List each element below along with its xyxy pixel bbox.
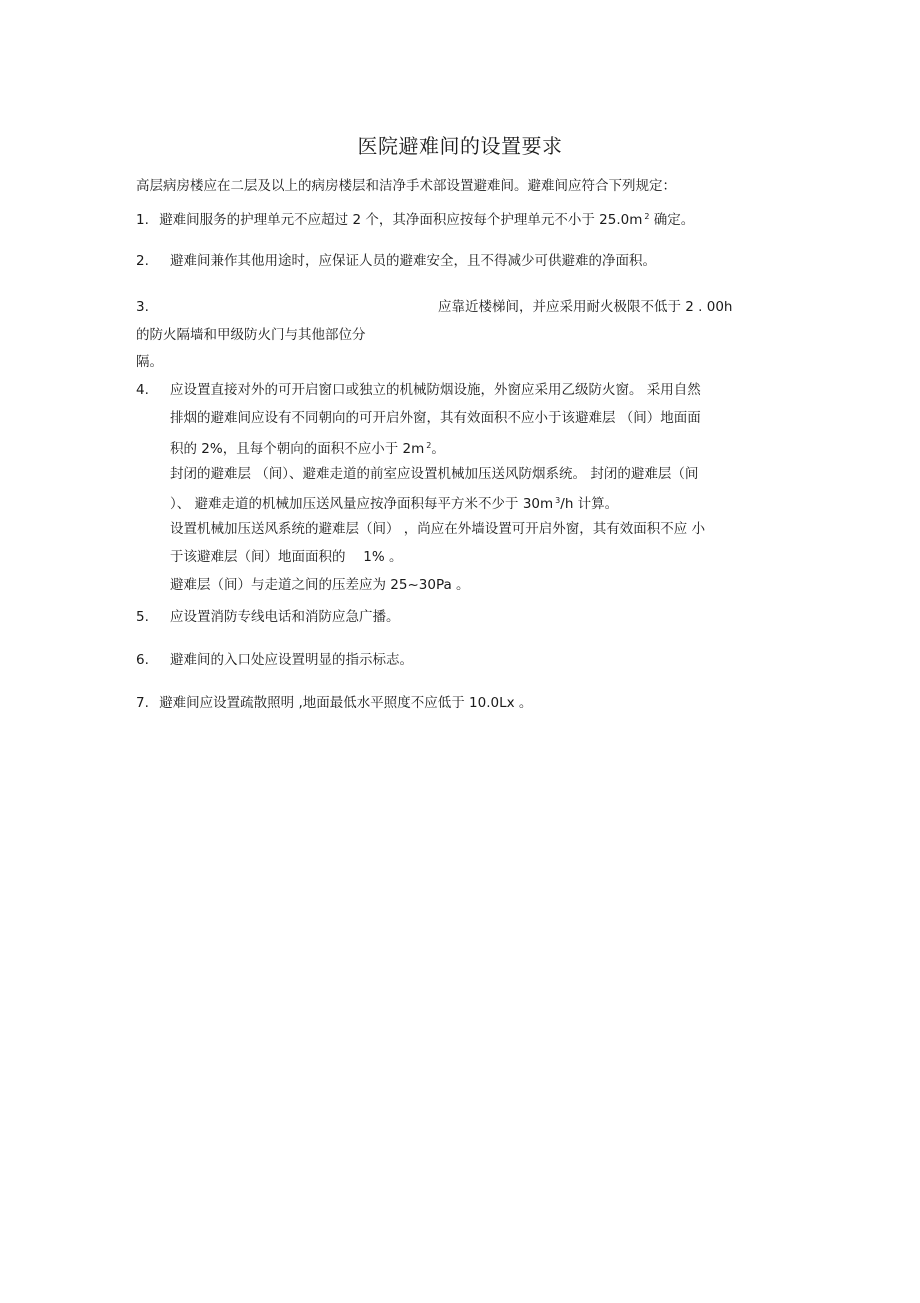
list-item-2-text: 避难间兼作其他用途时，应保证人员的避难安全，且不得减少可供避难的净面积。	[170, 253, 656, 269]
list-item-3-text: 应靠近楼梯间，并应采用耐火极限不低于 2 . 00h	[438, 299, 733, 315]
item-text-end: 。	[431, 441, 445, 457]
item-text: 避难间应设置疏散照明 ,地面最低水平照度不应低于 10.0Lx 。	[159, 695, 533, 711]
list-item-4-line8: 避难层（间）与走道之间的压差应为 25~30Pa 。	[170, 577, 470, 593]
list-item-4-line5	[170, 492, 618, 513]
list-item-5-number: 5.	[136, 609, 149, 625]
list-item-5-text: 应设置消防专线电话和消防应急广播。	[170, 609, 400, 625]
superscript: 2	[644, 212, 650, 221]
item-text-end: 确定。	[649, 212, 695, 228]
list-item-6-number: 6.	[136, 652, 149, 668]
list-item-4-line3	[170, 437, 445, 458]
list-item-3-number: 3.	[136, 299, 149, 315]
list-item-4-line1: 应设置直接对外的可开启窗口或独立的机械防烟设施，外窗应采用乙级防火窗。 采用自然	[170, 382, 701, 398]
superscript: 2	[426, 441, 432, 450]
list-item-2-number: 2.	[136, 253, 149, 269]
list-item-3-line3: 隔。	[136, 354, 163, 370]
list-item-6-text: 避难间的入口处应设置明显的指示标志。	[170, 652, 413, 668]
item-text: 积的 2%，且每个朝向的面积不应小于 2m	[170, 441, 425, 457]
list-item-4-line7: 于该避难层（间）地面面积的 1% 。	[170, 549, 403, 565]
item-text: ）、 避难走道的机械加压送风量应按净面积每平方米不少于 30m	[170, 496, 554, 512]
list-item-3-line2: 的防火隔墙和甲级防火门与其他部位分	[136, 327, 366, 343]
list-item-4-number: 4.	[136, 382, 149, 398]
list-item-4-line6: 设置机械加压送风系统的避难层（间） ，尚应在外墙设置可开启外窗，其有效面积不应 小	[170, 521, 706, 537]
item-number: 1.	[136, 212, 149, 228]
list-item-1	[136, 208, 694, 229]
list-item-4-line4: 封闭的避难层 （间）、避难走道的前室应设置机械加压送风防烟系统。 封闭的避难层（间	[170, 466, 699, 482]
intro-paragraph: 高层病房楼应在二层及以上的病房楼层和洁净手术部设置避难间。避难间应符合下列规定：	[136, 178, 676, 194]
item-number: 7.	[136, 695, 149, 711]
superscript: 3	[555, 496, 561, 505]
page-title: 医院避难间的设置要求	[357, 134, 563, 158]
item-text-end: /h 计算。	[560, 496, 619, 512]
list-item-4-line2: 排烟的避难间应设有不同朝向的可开启外窗，其有效面积不应小于该避难层 （间）地面面	[170, 410, 701, 426]
list-item-7	[136, 694, 532, 712]
item-text: 避难间服务的护理单元不应超过 2 个，其净面积应按每个护理单元不小于 25.0m	[159, 212, 643, 228]
